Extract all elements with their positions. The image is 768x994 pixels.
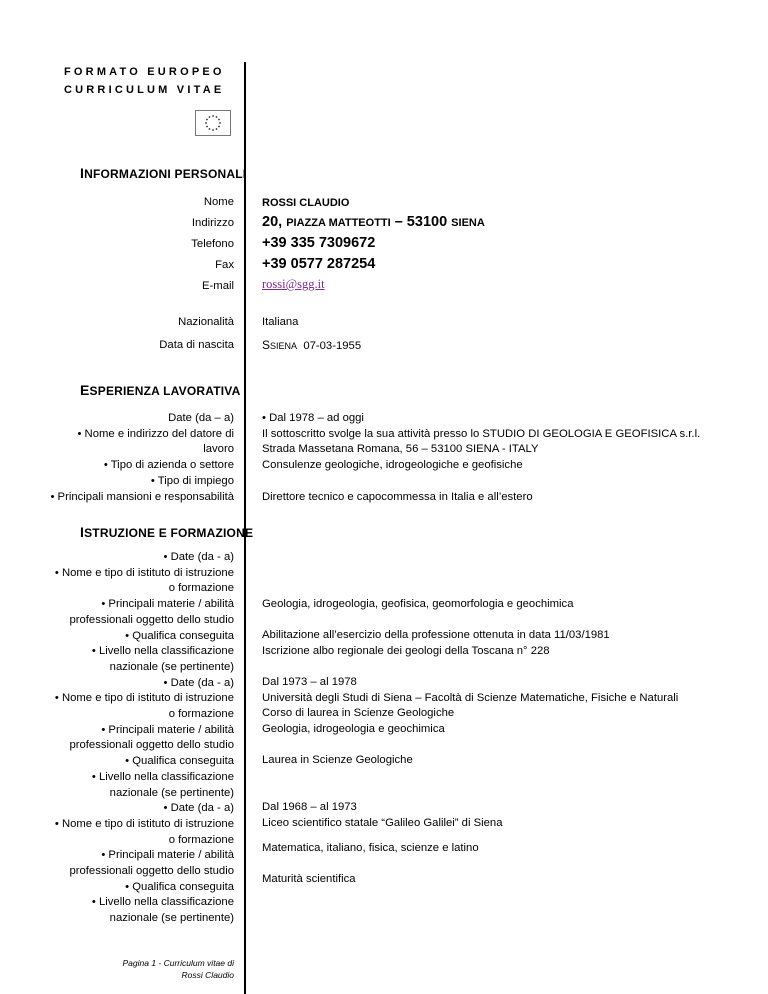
page-footer: Pagina 1 - Curriculum vitae di Rossi Claudio: [122, 958, 234, 980]
phone-label: Telefono: [191, 238, 234, 250]
edu-block-2: Dal 1973 – al 1978 Università degli Studi di Siena – Facoltà di Scienze Matematiche, Fisiche e Naturali Corso di laurea in Scienze Geologiche Geologia, idrogeologia e geochimica: [262, 676, 679, 736]
nationality-value: Italiana: [262, 316, 299, 328]
nationality-label: Nazionalità: [178, 316, 234, 328]
eu-flag-icon: [195, 110, 231, 136]
address-value: 20, PIAZZA MATTEOTTI – 53100 SIENA: [262, 214, 485, 230]
edu-qualification-2: Laurea in Scienze Geologiche: [262, 754, 413, 766]
name-value: ROSSI CLAUDIO: [262, 197, 350, 209]
section-personal-info: INFORMAZIONI PERSONALI: [80, 165, 247, 181]
work-labels: Date (da – a) • Nome e indirizzo del datore di lavoro • Tipo di azienda o settore • Tipo di impiego • Principali mansioni e responsabilità: [50, 412, 234, 503]
education-labels: • Date (da - a) • Nome e tipo di istituto di istruzione o formazione • Principali materie / abilità professionali oggetto dello studio • Qualifica conseguita • Livello nella classificazione nazionale (se pertinente) • Date (da - a) • Nome e tipo di istituto di istruzione o formazione • Principali materie / abilità professionali oggetto dello studio • Qualifica conseguita • Livello nella classificazione nazionale (se pertinente) • Date (da - a) • Nome e tipo di istituto di istruzione o formazione • Principali materie / abilità professionali oggetto dello studio • Qualifica conseguita • Livello nella classificazione nazionale (se pertinente): [54, 551, 234, 925]
phone-value: +39 335 7309672: [262, 235, 376, 251]
work-duties: Direttore tecnico e capocommessa in Italia e all’estero: [262, 491, 533, 503]
edu-qualification-3: Maturità scientifica: [262, 873, 356, 885]
address-label: Indirizzo: [191, 217, 234, 229]
email-label: E-mail: [201, 280, 234, 292]
birth-label: Data di nascita: [159, 339, 234, 351]
format-title: FORMATO EUROPEO: [64, 66, 225, 78]
name-label: Nome: [203, 196, 234, 208]
work-values: • Dal 1978 – ad oggi Il sottoscritto svolge la sua attività presso lo STUDIO DI GEOLOGIA E GEOFISICA s.r.l. Strada Massetana Romana, 56 – 53100 SIENA - ITALY Consulenze geologiche, idrogeologiche e geofisiche: [262, 412, 701, 472]
edu-block-3: Dal 1968 – al 1973 Liceo scientifico statale “Galileo Galilei” di Siena: [262, 801, 503, 829]
section-education: ISTRUZIONE E FORMAZIONE: [80, 524, 254, 540]
section-work-experience: ESPERIENZA LAVORATIVA: [80, 382, 241, 398]
edu-qualification-1: Abilitazione all’esercizio della professione ottenuta in data 11/03/1981 Iscrizione albo regionale dei geologi della Toscana n° 228: [262, 629, 610, 657]
birth-value: SSIENA 07-03-1955: [262, 338, 362, 352]
cv-title: CURRICULUM VITAE: [64, 84, 225, 96]
edu-subjects-3: Matematica, italiano, fisica, scienze e latino: [262, 842, 479, 854]
email-link[interactable]: rossi@sgg.it: [262, 277, 325, 291]
fax-label: Fax: [215, 259, 234, 271]
edu-subjects-1: Geologia, idrogeologia, geofisica, geomorfologia e geochimica: [262, 598, 574, 610]
fax-value: +39 0577 287254: [262, 256, 376, 272]
